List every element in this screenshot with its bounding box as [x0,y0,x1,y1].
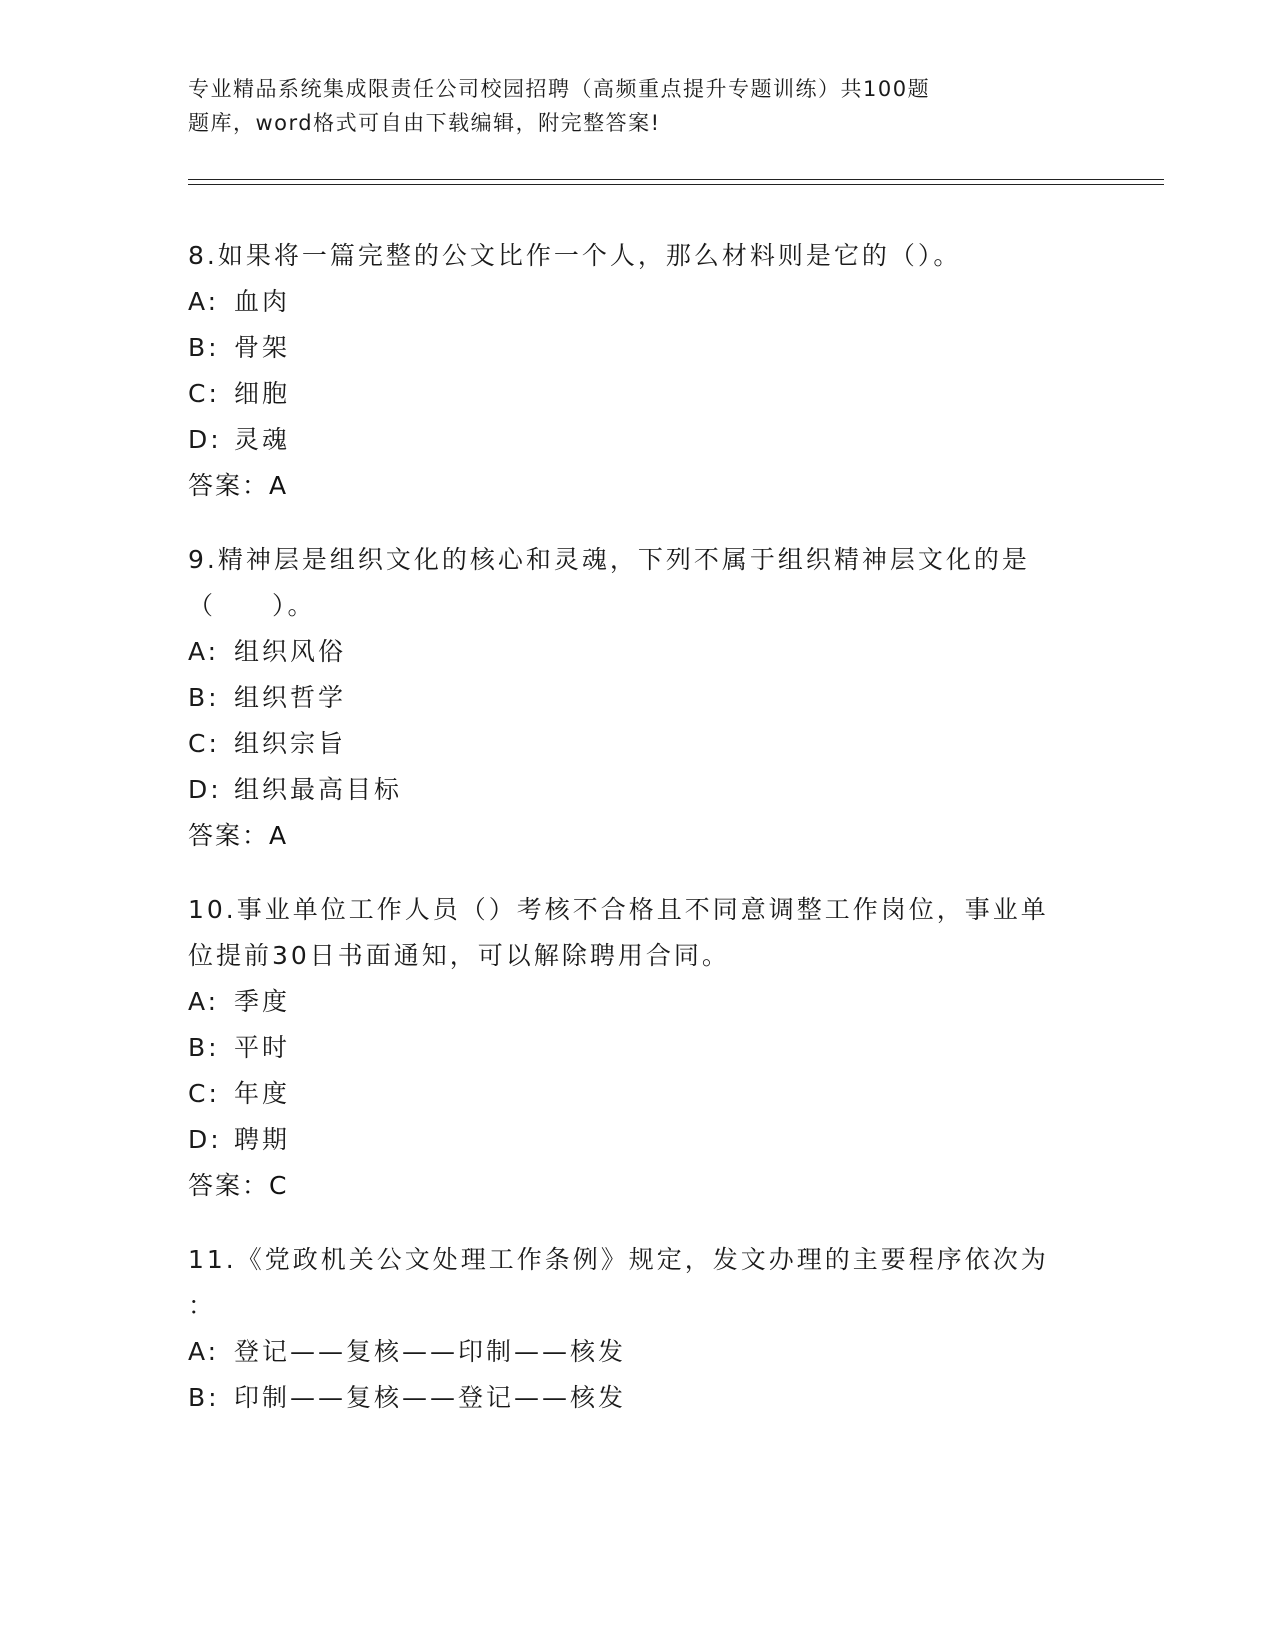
question-list [188,233,1088,1449]
option-b [188,1025,1088,1071]
option-text: 印制——复核——登记——核发 [234,1383,627,1412]
option-key: A: [188,287,220,316]
question-stem-line-1: 9.精神层是组织文化的核心和灵魂，下列不属于组织精神层文化的是 [188,545,1030,574]
option-text: 聘期 [234,1125,291,1154]
option-a [188,629,1088,675]
answer-label: 答案： [188,821,270,850]
question-8 [188,233,1088,509]
option-key: C: [188,1079,220,1108]
option-c [188,1071,1088,1117]
option-key: D: [188,775,222,804]
option-text: 骨架 [234,333,291,362]
answer-value: C [269,1171,287,1200]
answer-value: A [269,821,287,850]
question-9 [188,537,1088,859]
option-a [188,279,1088,325]
option-text: 季度 [234,987,291,1016]
document-header [188,72,1038,140]
option-text: 组织风俗 [234,637,347,666]
question-11 [188,1237,1088,1421]
option-text: 细胞 [234,379,291,408]
option-key: A: [188,637,220,666]
option-text: 血肉 [234,287,291,316]
option-c [188,721,1088,767]
option-text: 平时 [234,1033,291,1062]
option-key: B: [188,333,220,362]
option-c [188,371,1088,417]
option-a [188,979,1088,1025]
option-key: D: [188,1125,222,1154]
question-stem-line-2: ： [188,1291,217,1320]
option-d [188,1117,1088,1163]
option-b [188,325,1088,371]
option-a [188,1329,1088,1375]
answer-label: 答案： [188,471,270,500]
answer-line [188,1163,1088,1209]
question-stem-line-2: （ ）。 [188,591,316,620]
option-d [188,767,1088,813]
answer-line [188,813,1088,859]
option-text: 灵魂 [234,425,291,454]
option-text: 年度 [234,1079,291,1108]
option-key: C: [188,729,220,758]
option-text: 组织宗旨 [234,729,347,758]
option-key: D: [188,425,222,454]
question-stem: 8.如果将一篇完整的公文比作一个人，那么材料则是它的（）。 [188,241,962,270]
question-stem-line-1: 10.事业单位工作人员（）考核不合格且不同意调整工作岗位，事业单 [188,895,1049,924]
option-key: B: [188,1383,220,1412]
option-key: C: [188,379,220,408]
option-text: 组织最高目标 [234,775,403,804]
option-b [188,675,1088,721]
header-title-line-2: 题库，word格式可自由下载编辑，附完整答案! [188,111,661,135]
question-10 [188,887,1088,1209]
option-text: 登记——复核——印制——核发 [234,1337,627,1366]
question-stem-line-1: 11.《党政机关公文处理工作条例》规定，发文办理的主要程序依次为 [188,1245,1049,1274]
header-title-line-1: 专业精品系统集成限责任公司校园招聘（高频重点提升专题训练）共100题 [188,77,931,101]
header-divider-bottom [188,184,1164,185]
option-b [188,1375,1088,1421]
option-key: A: [188,1337,220,1366]
option-d [188,417,1088,463]
option-key: B: [188,1033,220,1062]
answer-line [188,463,1088,509]
option-text: 组织哲学 [234,683,347,712]
option-key: A: [188,987,220,1016]
answer-value: A [269,471,287,500]
header-divider-top [188,179,1164,180]
question-stem-line-2: 位提前30日书面通知，可以解除聘用合同。 [188,941,730,970]
answer-label: 答案： [188,1171,270,1200]
option-key: B: [188,683,220,712]
